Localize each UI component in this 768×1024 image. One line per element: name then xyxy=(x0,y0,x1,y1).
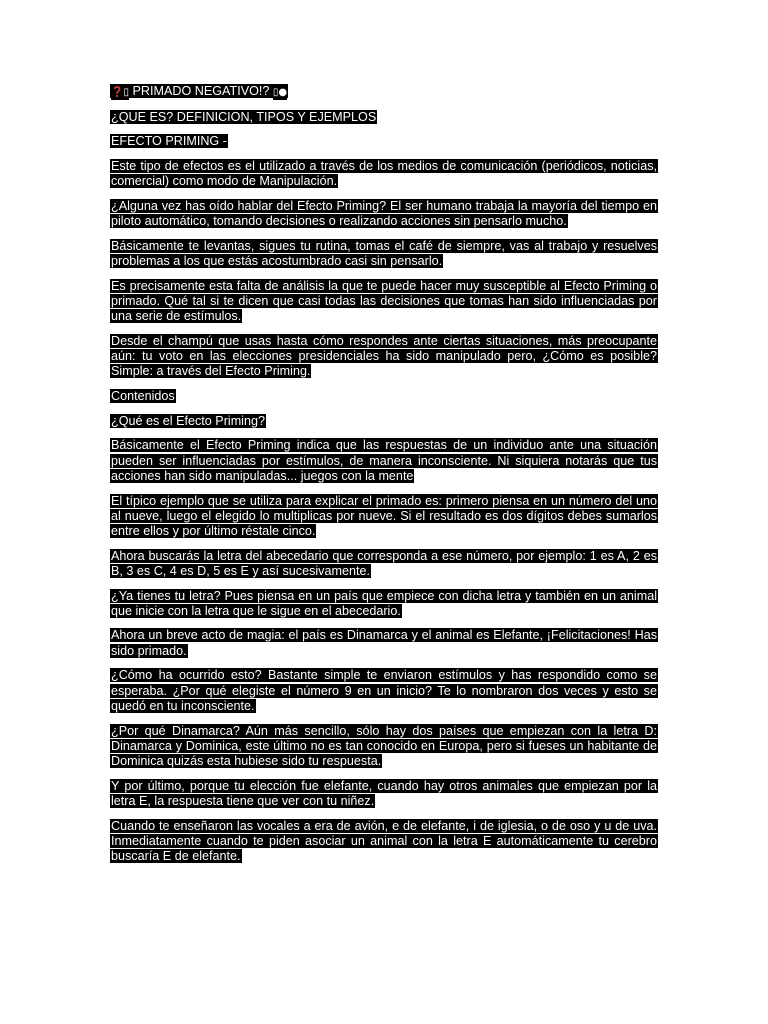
paragraph: Cuando te enseñaron las vocales a era de avión, e de elefante, i de iglesia, o de oso y u de uva. Inmediatamente cuando te piden asociar un animal con la letra E automáticamente tu cerebro buscaría E de elefante. xyxy=(111,818,657,863)
paragraph: Y por último, porque tu elección fue elefante, cuando hay otros animales que empiezan por la letra E, la respuesta tiene que ver con tu niñez. xyxy=(111,778,657,808)
question-mark-icon: ❓ xyxy=(111,85,123,100)
paragraph: Desde el champú que usas hasta cómo respondes ante ciertas situaciones, más preocupante aún: tu voto en las elecciones presidenciales ha sido manipulado pero, ¿Cómo es posible? Simple: a través del Efecto Priming. xyxy=(111,333,657,379)
paragraph: Ahora buscarás la letra del abecedario que corresponda a ese número, por ejemplo: 1 es A, 2 es B, 3 es C, 4 es D, 5 es E y así sucesivamente. xyxy=(111,548,657,578)
paragraph: ¿Ya tienes tu letra? Pues piensa en un país que empiece con dicha letra y también en un animal que inicie con la letra que le sigue en el abecedario. xyxy=(111,588,657,618)
paragraph: El típico ejemplo que se utiliza para explicar el primado es: primero piensa en un número del uno al nueve, luego el elegido lo multiplicas por nueve. Si el resultado es dos dígitos debes sumarlos entre ellos y por último réstale cinco. xyxy=(111,493,657,538)
subtitle: ¿QUE ES? DEFINICION, TIPOS Y EJEMPLOS xyxy=(111,109,377,124)
paragraph: Básicamente el Efecto Priming indica que las respuestas de un individuo ante una situación pueden ser influenciadas por estímulos, de manera inconsciente. Ni siquiera notarás que tus acciones han sido manipuladas... juegos con la mente xyxy=(111,438,657,483)
section-heading: EFECTO PRIMING - xyxy=(111,134,227,149)
missing-glyph-dot-icon: ▯● xyxy=(273,85,287,100)
paragraph: ¿Alguna vez has oído hablar del Efecto Priming? El ser humano trabaja la mayoría del tiempo en piloto automático, tomando decisiones o realizando acciones sin pensarlo mucho. xyxy=(111,199,657,229)
paragraph: ¿Por qué Dinamarca? Aún más sencillo, sólo hay dos países que empiezan con la letra D: Dinamarca y Dominica, este último no es tan conocido en Europa, pero si fueses un habitante de Dominica quizás esta hubiese sido tu respuesta. xyxy=(111,723,657,768)
paragraph: Es precisamente esta falta de análisis la que te puede hacer muy susceptible al Efecto Priming o primado. Qué tal si te dicen que casi todas las decisiones que tomas han sido influenciadas por una serie de estímulos. xyxy=(111,278,657,324)
title-text: PRIMADO NEGATIVO!? xyxy=(132,84,270,98)
paragraph: Ahora un breve acto de magia: el país es Dinamarca y el animal es Elefante, ¡Felicitaciones! Has sido primado. xyxy=(111,628,657,658)
paragraph: Básicamente te levantas, sigues tu rutina, tomas el café de siempre, vas al trabajo y resuelves problemas a los que estás acostumbrado casi sin pensarlo. xyxy=(111,238,657,269)
section-heading: ¿Qué es el Efecto Priming? xyxy=(111,413,265,428)
document-page xyxy=(110,84,658,874)
paragraph: Este tipo de efectos es el utilizado a través de los medios de comunicación (periódicos, noticias, comercial) como modo de Manipulación. xyxy=(111,159,657,189)
contents-heading: Contenidos xyxy=(111,389,175,404)
document-title xyxy=(110,84,658,100)
paragraph: ¿Cómo ha ocurrido esto? Bastante simple te enviaron estímulos y has respondido como se esperaba. ¿Por qué elegiste el número 9 en un inicio? Te lo nombraron dos veces y esto se quedó en tu inconsciente. xyxy=(111,668,657,713)
missing-glyph-icon: ▯ xyxy=(123,85,129,100)
